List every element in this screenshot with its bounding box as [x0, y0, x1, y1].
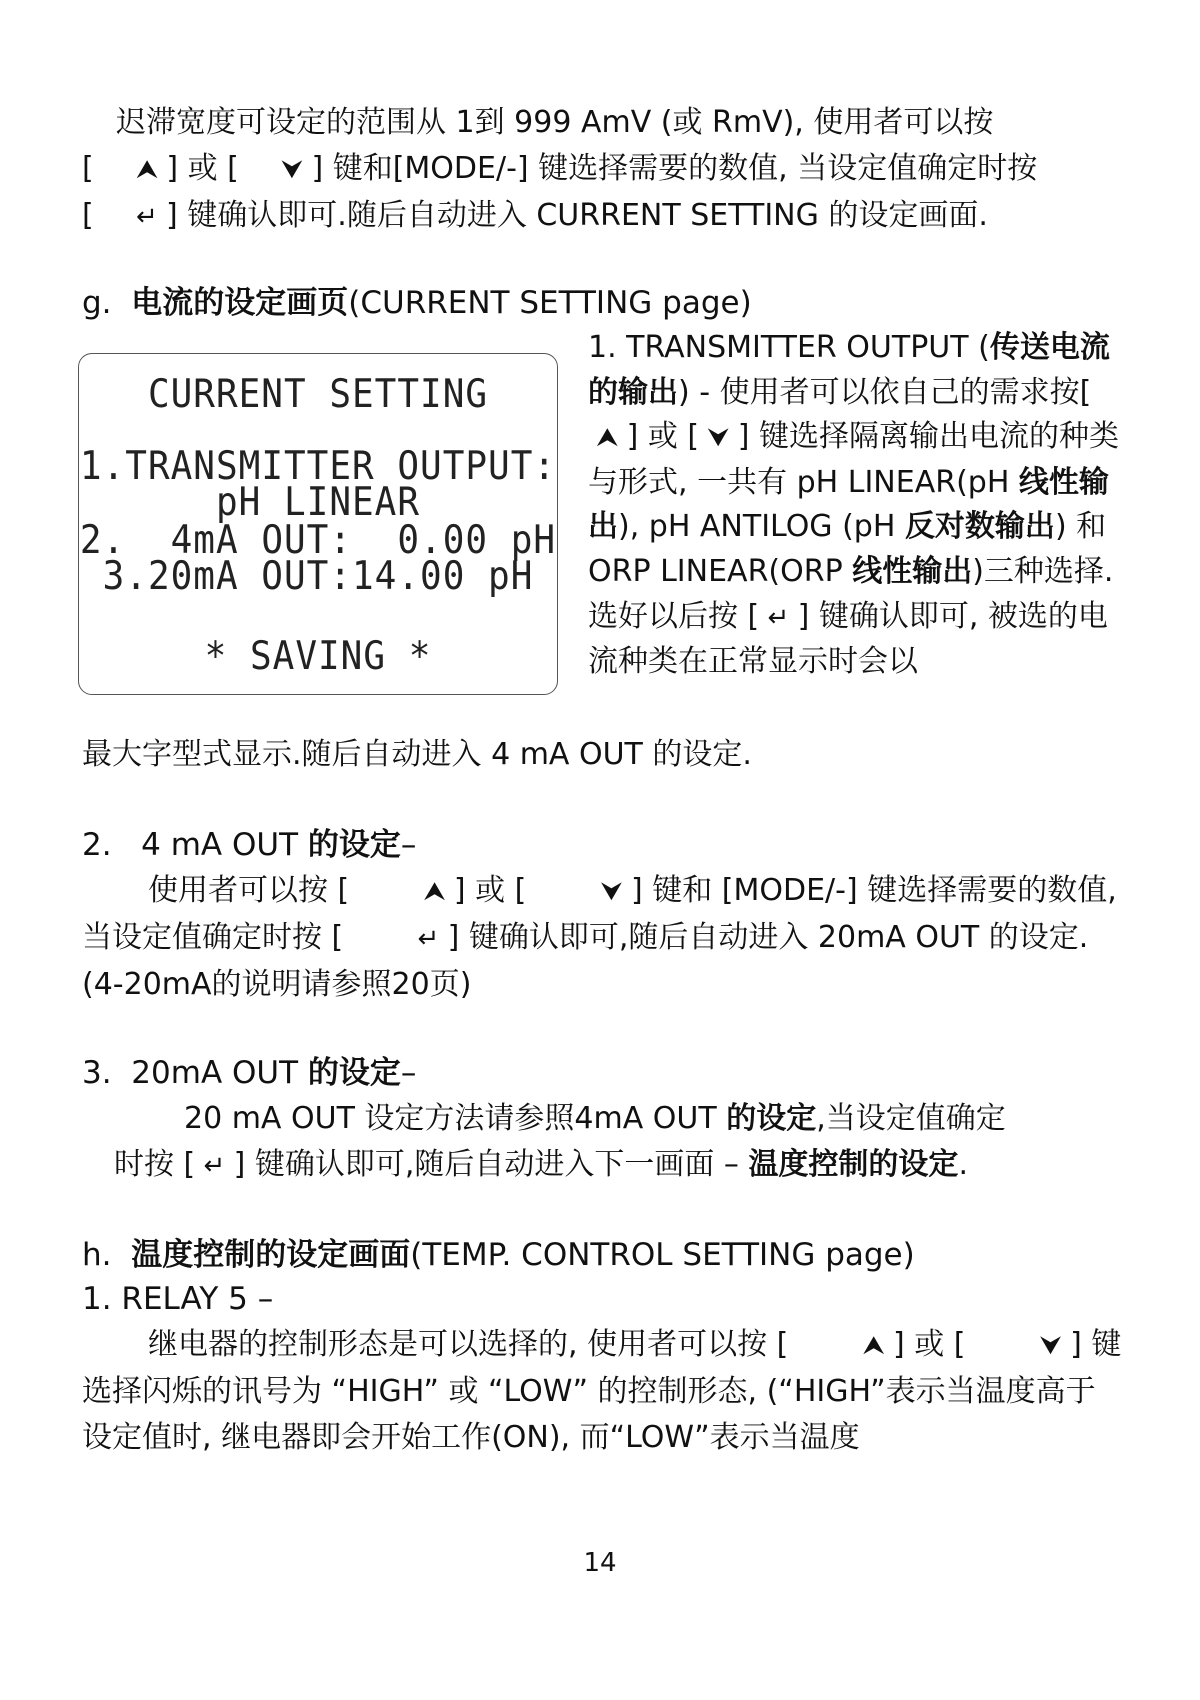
enter-icon: ↵ [759, 602, 798, 633]
lcd-transmitter-output: 1.TRANSMITTER OUTPUT: [79, 444, 557, 489]
down-arrow-icon: ⮟ [272, 155, 312, 185]
page-number: 14 [583, 1548, 617, 1578]
up-arrow-icon: ⮝ [854, 1331, 893, 1361]
lcd-20ma-out: 3.20mA OUT:14.00 pH [102, 554, 534, 599]
enter-icon: ↵ [127, 202, 167, 232]
intro-paragraph: 迟滞宽度可设定的范围从 1到 999 AmV (或 RmV), 使用者可以按 [ ⮝ ] 或 [ ⮟ ] 键和[MODE/-] 键选择需要的数值, 当设定值确定时按 [ ↵ ] 键确认即可.随后自动进入 CURRENT SETTING 的设定画面. [82, 100, 1122, 240]
lcd-output-type: pH LINEAR [215, 480, 421, 525]
item-4ma-heading: 2. 4 mA OUT 的设定– [82, 827, 417, 863]
lcd-saving-status: * SAVING * [204, 634, 432, 679]
item-20ma-body: 20 mA OUT 设定方法请参照4mA OUT 的设定,当设定值确定 时按 [ ↵ ] 键确认即可,随后自动进入下一画面 – 温度控制的设定. [114, 1096, 1122, 1189]
lcd-title: CURRENT SETTING [147, 372, 489, 417]
down-arrow-icon: ⮟ [592, 877, 632, 907]
down-arrow-icon: ⮟ [1031, 1331, 1071, 1361]
section-h-heading: h. 温度控制的设定画面(TEMP. CONTROL SETTING page) [82, 1237, 915, 1273]
item-4ma-body: 使用者可以按 [ ⮝ ] 或 [ ⮟ ] 键和 [MODE/-] 键选择需要的数值, 当设定值确定时按 [ ↵ ] 键确认即可,随后自动进入 20mA OUT 的设定. (4-20mA的说明请参照20页) [82, 868, 1122, 1008]
section-g-heading: g. 电流的设定画页(CURRENT SETTING page) [82, 285, 752, 321]
enter-icon: ↵ [409, 924, 448, 954]
transmitter-output-description: 1. TRANSMITTER OUTPUT (传送电流的输出) - 使用者可以依自己的需求按[ ⮝ ] 或 [ ⮟ ] 键选择隔离输出电流的种类与形式, 一共有 pH LINEAR(pH 线性输出), pH ANTILOG (pH 反对数输出) 和 ORP LINEAR(ORP 线性输出)三种选择. 选好以后按 [ ↵ ] 键确认即可, 被选的电流种类在正常显示时会以 [588, 330, 1120, 680]
up-arrow-icon: ⮝ [127, 155, 167, 185]
lcd-4ma-out: 2. 4mA OUT: 0.00 pH [79, 518, 557, 563]
relay5-body: 继电器的控制形态是可以选择的, 使用者可以按 [ ⮝ ] 或 [ ⮟ ] 键选择闪烁的讯号为 “HIGH” 或 “LOW” 的控制形态, (“HIGH”表示当温度高于设定值时, 继电器即会开始工作(ON), 而“LOW”表示当温度 [82, 1322, 1122, 1461]
intro-line1: 迟滞宽度可设定的范围从 1到 999 AmV (或 RmV), 使用者可以按 [116, 105, 994, 140]
down-arrow-icon: ⮟ [699, 423, 738, 454]
enter-icon: ↵ [195, 1151, 234, 1181]
relay5-heading: 1. RELAY 5 – [82, 1281, 274, 1317]
lcd-current-setting-screen [78, 353, 558, 695]
up-arrow-icon: ⮝ [588, 423, 627, 454]
up-arrow-icon: ⮝ [415, 877, 454, 907]
item-20ma-heading: 3. 20mA OUT 的设定– [82, 1055, 417, 1091]
transmitter-output-tail: 最大字型式显示.随后自动进入 4 mA OUT 的设定. [82, 737, 752, 772]
